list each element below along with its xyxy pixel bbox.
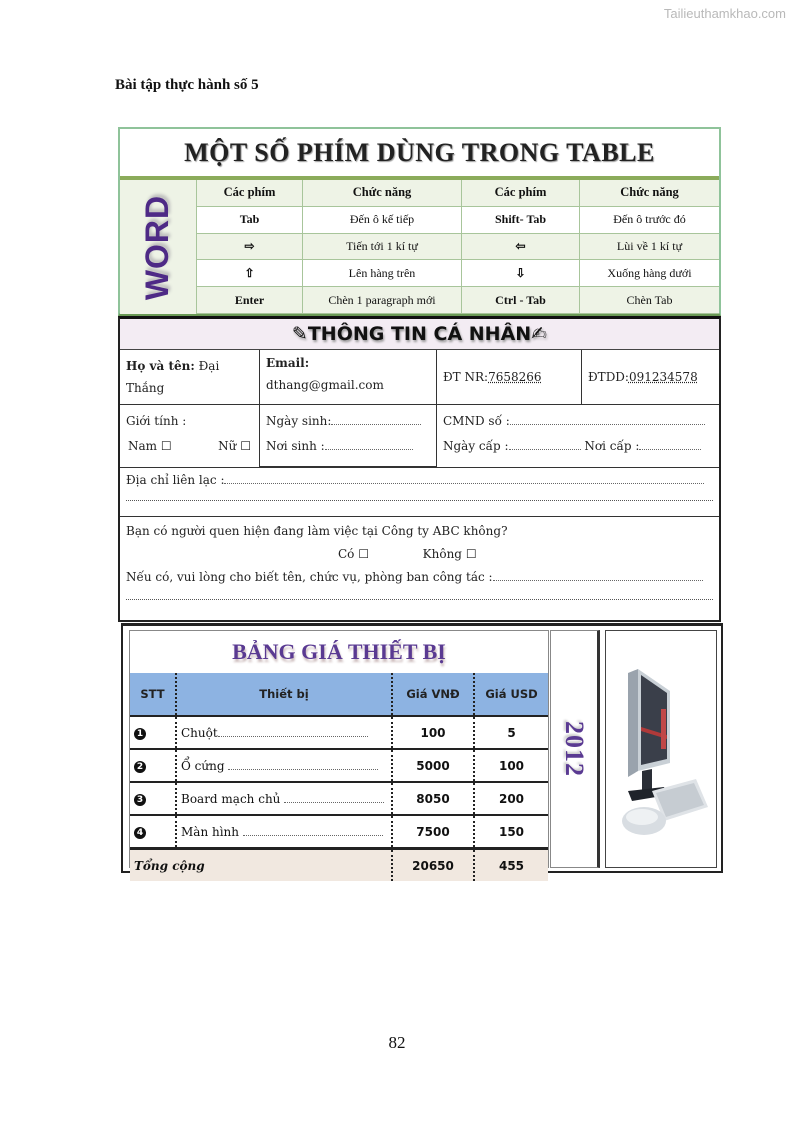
dob-label: Ngày sinh: <box>266 414 332 428</box>
price-table <box>129 630 549 873</box>
function-cell: Xuống hàng dưới <box>580 260 719 287</box>
email-label: Email: <box>266 356 310 370</box>
id-cell <box>437 405 719 467</box>
number-1-icon: 1 <box>134 728 146 740</box>
address-field-line-2[interactable] <box>126 490 713 501</box>
right-arrow-icon: ⇨ <box>197 234 303 261</box>
computer-icon <box>606 631 716 867</box>
key-cell: Shift- Tab <box>462 207 580 234</box>
table-row <box>130 782 548 815</box>
header-keys-1: Các phím <box>197 180 303 207</box>
key-cell: Enter <box>197 287 303 314</box>
no-option[interactable]: Không ☐ <box>422 547 477 561</box>
watermark: Tailieuthamkhao.com <box>663 6 786 21</box>
table-row <box>130 716 548 749</box>
price-table-title: BẢNG GIÁ THIẾT BỊ <box>232 639 446 664</box>
word-side-cell <box>120 180 197 314</box>
function-cell: Tiến tới 1 kí tự <box>303 234 462 261</box>
function-cell: Chèn 1 paragraph mới <box>303 287 462 314</box>
year-label: 2012 <box>560 721 589 777</box>
page-number: 82 <box>388 1033 406 1052</box>
device-name: Ổ cứng <box>176 749 392 782</box>
address-field[interactable] <box>224 482 704 484</box>
name-label: Họ và tên: <box>126 359 195 373</box>
price-usd: 5 <box>474 716 548 749</box>
acquaintance-section <box>120 517 719 602</box>
price-usd: 100 <box>474 749 548 782</box>
total-vnd: 20650 <box>392 849 474 882</box>
header-stt: STT <box>130 673 176 716</box>
address-section <box>120 467 719 517</box>
id-label: CMND số : <box>443 414 510 428</box>
number-2-icon: 2 <box>134 761 146 773</box>
price-grid <box>130 673 548 881</box>
price-vnd: 100 <box>392 716 474 749</box>
issue-date-label: Ngày cấp : <box>443 439 509 453</box>
checkbox-icon[interactable]: ☐ <box>240 439 251 453</box>
birth-cell <box>260 405 437 467</box>
price-vnd: 7500 <box>392 815 474 849</box>
table-row <box>130 749 548 782</box>
yes-option[interactable]: Có ☐ <box>338 547 369 561</box>
gender-male-option[interactable]: Nam ☐ <box>128 439 172 453</box>
table-row <box>130 815 548 849</box>
word-label: WORD <box>139 194 176 300</box>
price-vnd: 8050 <box>392 782 474 815</box>
address-label: Địa chỉ liên lạc : <box>126 473 225 487</box>
header-function-1: Chức năng <box>303 180 462 207</box>
price-vnd: 5000 <box>392 749 474 782</box>
mobile-cell <box>582 350 719 404</box>
total-usd: 455 <box>474 849 548 882</box>
birthplace-label: Nơi sinh : <box>266 439 325 453</box>
number-4-icon: 4 <box>134 827 146 839</box>
keys-grid <box>197 180 719 314</box>
left-arrow-icon: ⇦ <box>462 234 580 261</box>
total-label: Tổng cộng <box>130 849 392 882</box>
function-cell: Đến ô trước đó <box>580 207 719 234</box>
checkbox-icon[interactable]: ☐ <box>358 547 369 561</box>
down-arrow-icon: ⇩ <box>462 260 580 287</box>
up-arrow-icon: ⇧ <box>197 260 303 287</box>
name-value-1: Đại <box>198 359 220 373</box>
keys-table-title: MỘT SỐ PHÍM DÙNG TRONG TABLE <box>120 129 719 180</box>
number-3-icon: 3 <box>134 794 146 806</box>
mobile-label: ĐTDD: <box>588 370 629 384</box>
birthplace-field[interactable] <box>325 448 413 450</box>
followup-field[interactable] <box>493 579 703 581</box>
key-cell: Ctrl - Tab <box>462 287 580 314</box>
gender-cell <box>120 405 260 467</box>
followup-label: Nếu có, vui lòng cho biết tên, chức vụ, phòng ban công tác : <box>126 570 493 584</box>
gender-female-option[interactable]: Nữ ☐ <box>218 439 251 453</box>
phone-cell <box>437 350 582 404</box>
total-row <box>130 849 548 882</box>
header-function-2: Chức năng <box>580 180 719 207</box>
exercise-title: Bài tập thực hành số 5 <box>115 77 259 93</box>
function-cell: Lùi về 1 kí tự <box>580 234 719 261</box>
phone-value: 7658266 <box>488 370 542 384</box>
issue-date-field[interactable] <box>509 448 581 450</box>
acquaintance-question: Bạn có người quen hiện đang làm việc tại Công ty ABC không? <box>126 524 508 538</box>
mobile-value: 091234578 <box>628 370 698 384</box>
issue-place-label: Nơi cấp : <box>584 439 640 453</box>
checkbox-icon[interactable]: ☐ <box>160 439 172 453</box>
header-usd: Giá USD <box>474 673 548 716</box>
email-cell <box>260 350 437 404</box>
header-keys-2: Các phím <box>462 180 580 207</box>
price-table-section <box>121 623 723 873</box>
header-vnd: Giá VNĐ <box>392 673 474 716</box>
price-usd: 200 <box>474 782 548 815</box>
personal-info-form <box>118 316 721 622</box>
name-cell <box>120 350 260 404</box>
computer-image <box>605 630 717 868</box>
device-name: Board mạch chủ <box>176 782 392 815</box>
id-field[interactable] <box>510 423 705 425</box>
keys-table <box>118 127 721 316</box>
phone-label: ĐT NR: <box>443 370 489 384</box>
function-cell: Lên hàng trên <box>303 260 462 287</box>
gender-label: Giới tính : <box>126 414 187 428</box>
header-device: Thiết bị <box>176 673 392 716</box>
checkbox-icon[interactable]: ☐ <box>465 547 477 561</box>
function-cell: Đến ô kế tiếp <box>303 207 462 234</box>
dob-field[interactable] <box>331 423 421 425</box>
price-usd: 150 <box>474 815 548 849</box>
followup-field-line-2[interactable] <box>126 589 713 600</box>
name-value-2: Thắng <box>126 381 165 395</box>
device-name: Màn hình <box>176 815 392 849</box>
year-cell <box>550 630 600 868</box>
personal-info-title: ✎THÔNG TIN CÁ NHÂN✍ <box>120 319 719 350</box>
function-cell: Chèn Tab <box>580 287 719 314</box>
email-value: dthang@gmail.com <box>266 378 384 392</box>
device-name: Chuột <box>176 716 392 749</box>
issue-place-field[interactable] <box>639 448 701 450</box>
key-cell: Tab <box>197 207 303 234</box>
